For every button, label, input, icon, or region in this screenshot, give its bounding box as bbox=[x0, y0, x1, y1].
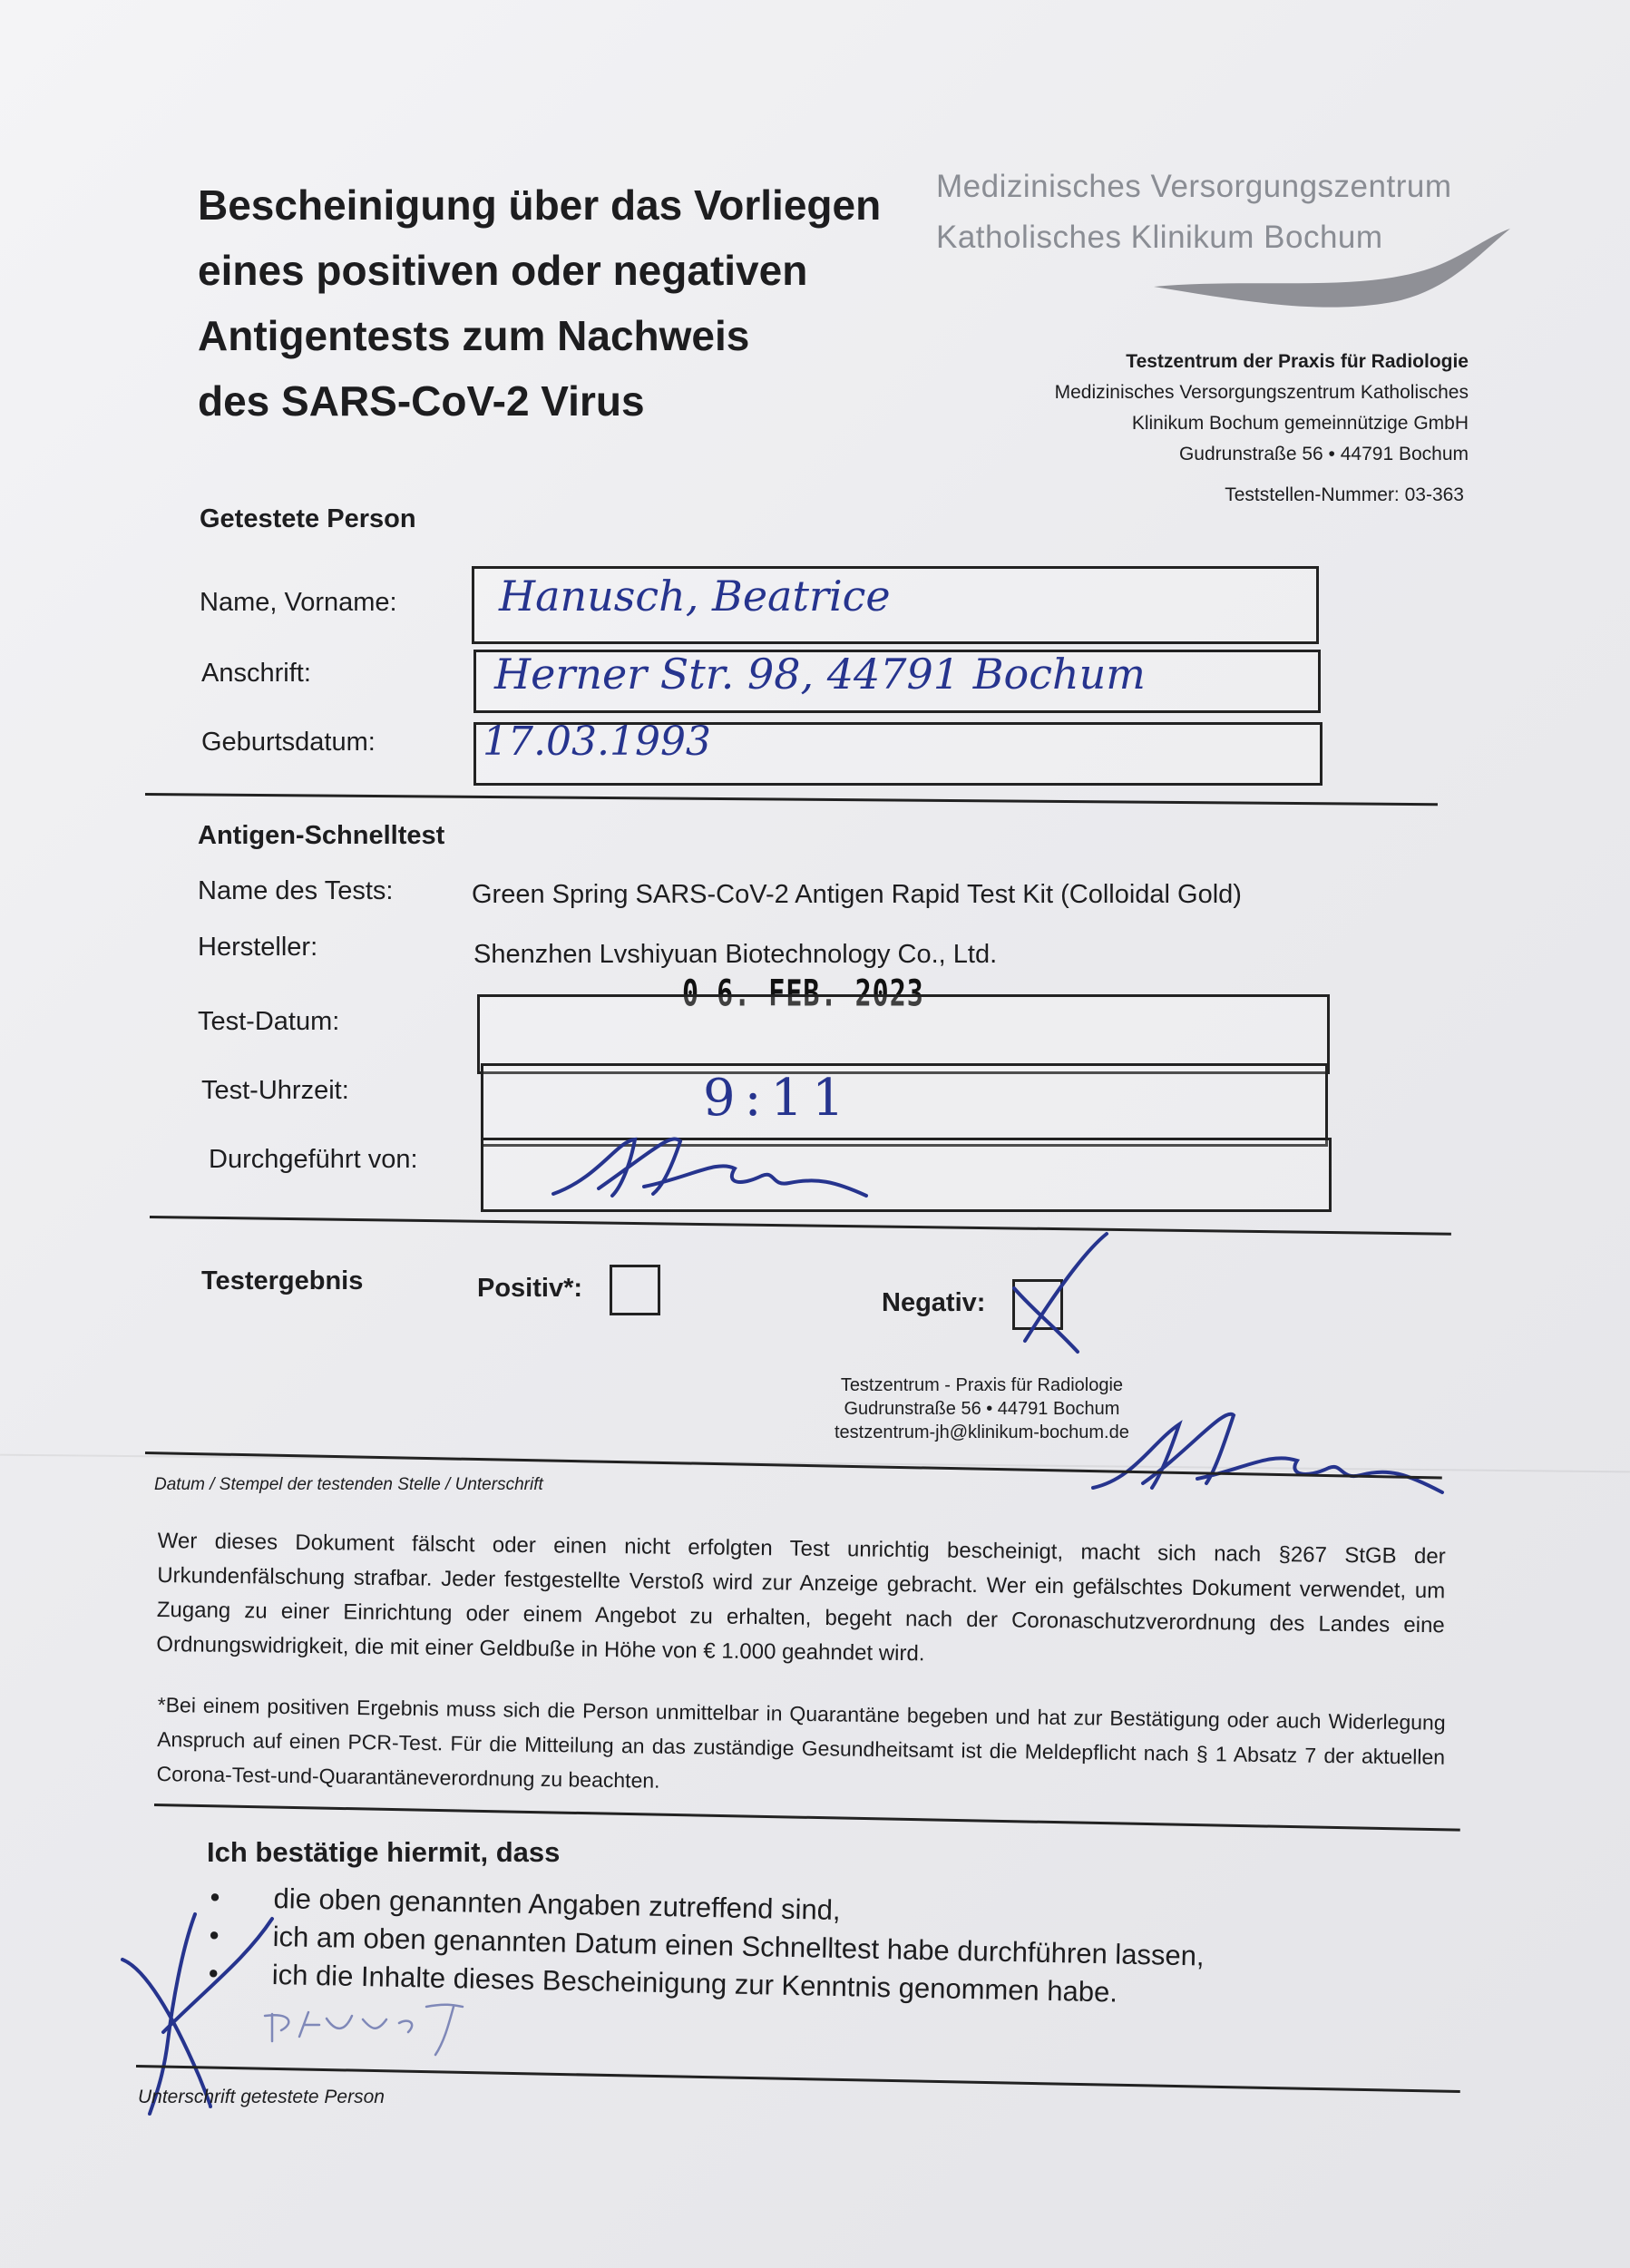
positive-label: Positiv*: bbox=[477, 1274, 583, 1303]
clinic-address bbox=[1055, 347, 1469, 470]
bullet-icon: • bbox=[210, 1881, 220, 1913]
manufacturer-label: Hersteller: bbox=[198, 933, 318, 962]
section-heading-test: Antigen-Schnelltest bbox=[198, 821, 445, 850]
divider bbox=[145, 793, 1438, 806]
confirm-item-text: die oben genannten Angaben zutreffend sind, bbox=[273, 1882, 841, 1927]
test-name-value: Green Spring SARS-CoV-2 Antigen Rapid Test Kit (Colloidal Gold) bbox=[472, 880, 1242, 909]
divider bbox=[154, 1804, 1460, 1832]
document-title bbox=[198, 172, 905, 434]
test-date-label: Test-Datum: bbox=[198, 1007, 340, 1036]
confirm-item-text: ich die Inhalte dieses Bescheinigung zur Kenntnis genommen habe. bbox=[271, 1958, 1118, 2009]
tester-signature-icon bbox=[544, 1123, 880, 1214]
section-heading-person: Getestete Person bbox=[200, 504, 416, 533]
title-line: Bescheinigung über das Vorliegen bbox=[198, 181, 882, 229]
logo-line-1: Medizinisches Versorgungszentrum bbox=[936, 169, 1452, 204]
test-date-field[interactable] bbox=[477, 994, 1330, 1074]
clinic-stamp bbox=[835, 1374, 1129, 1444]
title-line: eines positiven oder negativen bbox=[198, 247, 808, 294]
legal-notice: Wer dieses Dokument fälscht oder einen nicht erfolgten Test unrichtig bescheinigt, macht sich nach §267 StGB der Urkundenfälschung strafbar. Jeder festgestellte Verstoß wird zur Anzeige gebracht. Wer ein gefälschtes Dokument verwendet, um Zugang zu einer Einrichtung oder einem Angebot zu erhalten, begeht nach der Coronaschutzverordnung des Landes eine Ordnungswidrigkeit, die mit einer Geldbuße in Höhe von € 1.000 geahndet wird. bbox=[156, 1528, 1446, 1667]
logo-swoosh-icon bbox=[1152, 218, 1515, 327]
bullet-icon: • bbox=[208, 1957, 220, 1989]
bullet-icon: • bbox=[209, 1919, 220, 1951]
stamp-line: Testzentrum - Praxis für Radiologie bbox=[840, 1375, 1124, 1395]
dob-label: Geburtsdatum: bbox=[201, 728, 376, 757]
negative-label: Negativ: bbox=[882, 1288, 986, 1317]
test-name-label: Name des Tests: bbox=[198, 876, 394, 905]
title-line: des SARS-CoV-2 Virus bbox=[198, 377, 645, 425]
manufacturer-value: Shenzhen Lvshiyuan Biotechnology Co., Ltd. bbox=[473, 940, 998, 969]
address-value: Herner Str. 98, 44791 Bochum bbox=[494, 650, 1146, 699]
stamp-caption: Datum / Stempel der testenden Stelle / Unterschrift bbox=[154, 1475, 543, 1494]
name-value: Hanusch, Beatrice bbox=[499, 572, 891, 621]
address-label: Anschrift: bbox=[201, 659, 311, 688]
confirm-item-text: ich am oben genannten Datum einen Schnelltest habe durchführen lassen, bbox=[272, 1920, 1205, 1972]
negative-check-mark-icon bbox=[998, 1225, 1134, 1361]
logo-line-2: Katholisches Klinikum Bochum bbox=[936, 220, 1383, 255]
dob-value: 17.03.1993 bbox=[483, 719, 711, 765]
confirm-heading: Ich bestätige hiermit, dass bbox=[207, 1836, 561, 1868]
clinic-line: Medizinisches Versorgungszentrum Katholisches bbox=[1054, 382, 1469, 403]
test-time-label: Test-Uhrzeit: bbox=[201, 1076, 349, 1105]
stamp-line: Gudrunstraße 56 • 44791 Bochum bbox=[844, 1399, 1120, 1419]
test-time-value: 9:11 bbox=[703, 1069, 854, 1128]
name-label: Name, Vorname: bbox=[200, 588, 397, 617]
divider bbox=[150, 1216, 1451, 1236]
stamp-signature-icon bbox=[1088, 1397, 1451, 1506]
performed-by-label: Durchgeführt von: bbox=[209, 1145, 418, 1174]
section-heading-result: Testergebnis bbox=[201, 1266, 364, 1295]
clinic-line: Testzentrum der Praxis für Radiologie bbox=[1126, 351, 1469, 372]
clinic-line: Gudrunstraße 56 • 44791 Bochum bbox=[1178, 444, 1469, 464]
teststellen-number: Teststellen-Nummer: 03-363 bbox=[1225, 484, 1464, 505]
date-stamp: 0 6. FEB. 2023 bbox=[682, 973, 924, 1016]
person-signature-caption: Unterschrift getestete Person bbox=[138, 2087, 385, 2107]
positive-result-note: *Bei einem positiven Ergebnis muss sich die Person unmittelbar in Quarantäne begeben und hat zur Bestätigung oder auch Widerlegung Anspruch auf einen PCR-Test. Für die Mitteilung an das zuständige Gesundheitsamt ist die Meldepflicht nach § 1 Absatz 7 der aktuellen Corona-Test-und-Quarantäneverordnung zu beachten. bbox=[156, 1692, 1446, 1793]
positive-checkbox[interactable] bbox=[610, 1265, 660, 1315]
stamp-line: testzentrum-jh@klinikum-bochum.de bbox=[835, 1422, 1129, 1442]
title-line: Antigentests zum Nachweis bbox=[198, 312, 750, 359]
clinic-line: Klinikum Bochum gemeinnützige GmbH bbox=[1131, 413, 1469, 434]
